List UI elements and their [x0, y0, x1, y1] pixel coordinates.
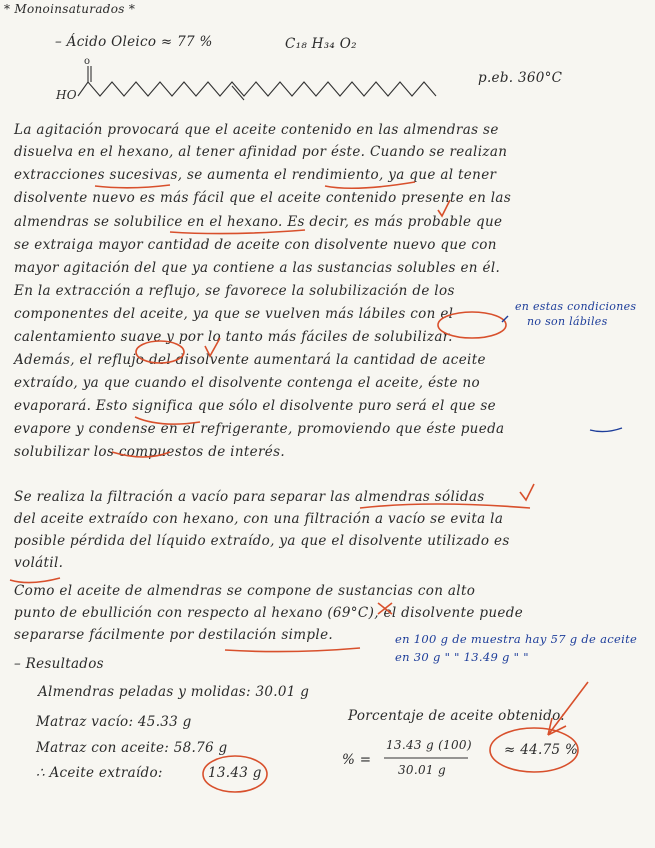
- text-line: calentamiento suave y por lo tanto más fáciles de solubilizar.: [14, 329, 453, 345]
- oleic-acid-structure: [78, 66, 436, 100]
- conditions-note-2: no son lábiles: [527, 315, 608, 328]
- underline-destilacion: [225, 648, 360, 652]
- sample-note-1: en 100 g de muestra hay 57 g de aceite: [395, 632, 638, 646]
- text-line: Se realiza la filtración a vacío para separar las almendras sólidas: [14, 489, 485, 505]
- underline-evaporara: [135, 417, 200, 424]
- text-line: En la extracción a reflujo, se favorece la solubilización de los: [14, 283, 455, 299]
- text-line: mayor agitación del que ya contiene a las sustancias solubles en él.: [14, 260, 501, 276]
- text-line: extracciones sucesivas, se aumenta el rendimiento, ya que al tener: [14, 167, 497, 183]
- underline-solubilice: [170, 230, 305, 234]
- acid-line: – Ácido Oleico ≈ 77 %: [55, 34, 213, 50]
- text-line: almendras se solubilice en el hexano. Es decir, es más probable que: [14, 214, 503, 230]
- text-line: evaporará. Esto significa que sólo el disolvente puro será el que se: [14, 398, 496, 414]
- text-line: posible pérdida del líquido extraído, ya que el disolvente utilizado es: [14, 533, 510, 549]
- text-line: extraído, ya que cuando el disolvente contenga el aceite, éste no: [14, 375, 480, 391]
- text-line: Como el aceite de almendras se compone de sustancias con alto: [14, 583, 476, 599]
- text-line: punto de ebullición con respecto al hexano (69°C), el disolvente puede: [14, 605, 524, 621]
- percent-symbol: % =: [342, 752, 372, 768]
- conditions-note-1: en estas condiciones: [515, 300, 637, 313]
- molecular-formula: C₁₈ H₃₄ O₂: [285, 36, 357, 52]
- percent-title: Porcentaje de aceite obtenido:: [348, 708, 566, 724]
- section-title: * Monoinsaturados *: [4, 2, 136, 16]
- circle-percent-result: [490, 728, 578, 772]
- circle-labiles: [438, 312, 506, 338]
- underline-que-se: [590, 428, 622, 432]
- check-mark-1: [438, 200, 450, 216]
- underline-condense: [112, 452, 170, 457]
- percent-result: ≈ 44.75 %: [504, 742, 579, 758]
- molecule-ho-label: HO: [56, 88, 77, 102]
- empty-flask-weight: Matraz vacío: 45.33 g: [36, 714, 192, 730]
- text-line: del aceite extraído con hexano, con una filtración a vacío se evita la: [14, 511, 504, 527]
- circle-suave: [136, 341, 184, 363]
- underline-separar: [360, 504, 530, 508]
- oxygen-symbol: o: [84, 56, 91, 67]
- text-line: componentes del aceite, ya que se vuelven más lábiles con el: [14, 306, 454, 322]
- text-line: evapore y condense en el refrigerante, promoviendo que éste pueda: [14, 421, 505, 437]
- text-line: volátil.: [14, 555, 64, 571]
- mark-69c: [378, 603, 392, 614]
- underline-rendimiento: [325, 182, 415, 188]
- check-mark-2: [205, 338, 220, 356]
- text-line: La agitación provocará que el aceite contenido en las almendras se: [14, 122, 499, 138]
- text-line: disolvente nuevo es más fácil que el aceite contenido presente en las: [14, 190, 512, 206]
- arrow-to-result: [548, 682, 588, 735]
- results-heading: – Resultados: [14, 656, 104, 672]
- extracted-oil-label: ∴ Aceite extraído:: [36, 765, 163, 781]
- extracted-oil-value: 13.43 g: [208, 765, 262, 781]
- percent-denominator: 30.01 g: [398, 763, 446, 777]
- text-line: se extraiga mayor cantidad de aceite con disolvente nuevo que con: [14, 237, 497, 253]
- text-line: disuelva en el hexano, al tener afinidad por éste. Cuando se realizan: [14, 144, 508, 160]
- circle-extracted-value: [203, 756, 267, 792]
- flask-with-oil-weight: Matraz con aceite: 58.76 g: [36, 740, 228, 756]
- underline-sucesivas: [95, 185, 170, 188]
- almonds-weight: Almendras peladas y molidas: 30.01 g: [38, 684, 310, 700]
- underline-volatil: [10, 578, 60, 583]
- text-line: solubilizar los compuestos de interés.: [14, 444, 286, 460]
- check-mark-3: [520, 484, 534, 500]
- sample-note-2: en 30 g " " 13.49 g " ": [395, 650, 529, 664]
- percent-numerator: 13.43 g (100): [386, 738, 472, 752]
- boiling-point: p.eb. 360°C: [478, 70, 563, 86]
- text-line: separarse fácilmente por destilación simple.: [14, 627, 334, 643]
- text-line: Además, el reflujo del disolvente aumentará la cantidad de aceite: [14, 352, 486, 368]
